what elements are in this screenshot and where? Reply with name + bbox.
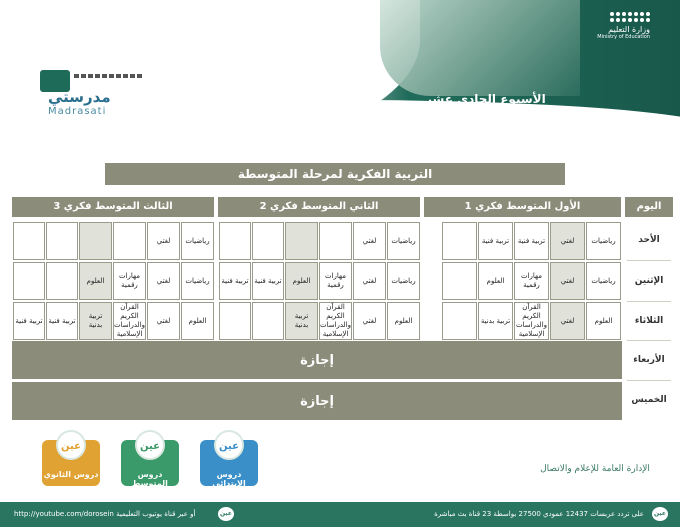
- ministry-dots-icon: [570, 12, 650, 22]
- schedule-cell: [113, 222, 146, 260]
- schedule-cell: العلوم: [79, 262, 112, 300]
- group-header-2: الثاني المتوسط فكري 2: [218, 197, 420, 217]
- logo-text-en: Madrasati: [48, 106, 107, 117]
- schedule-cell: العلوم: [586, 302, 621, 340]
- week-label: [421, 90, 550, 126]
- madrasati-logo: [40, 68, 150, 118]
- group-header-1: الأول المتوسط فكري 1: [424, 197, 621, 217]
- schedule-cell: [46, 222, 78, 260]
- ein-icon: عين: [652, 507, 668, 521]
- header-banner: [0, 0, 680, 150]
- schedule-cell: لغتي: [550, 222, 585, 260]
- term-label: الفصل الثالث 1443هـ: [420, 110, 550, 124]
- day-thursday: الخميس: [625, 381, 673, 419]
- badge-label: دروس المتوسط: [132, 470, 168, 488]
- schedule-cell: مهارات رقمية: [113, 262, 146, 300]
- ein-icon: عين: [214, 430, 244, 460]
- week-number: الأسبوع الحادي عشر: [425, 92, 546, 106]
- schedule-cell: [442, 302, 477, 340]
- day-sunday: الأحد: [625, 220, 673, 260]
- ein-icon: عين: [135, 430, 165, 460]
- schedule-cell: رياضيات: [387, 262, 420, 300]
- schedule-cell: تربية بدنية: [79, 302, 112, 340]
- schedule-cell: [285, 222, 318, 260]
- schedule-cell: تربية بدنية: [285, 302, 318, 340]
- schedule-cell: [319, 222, 352, 260]
- schedule-cell: رياضيات: [181, 262, 214, 300]
- badge-intermediate[interactable]: [121, 440, 179, 486]
- badge-label: دروس الثانوي: [43, 470, 99, 479]
- badge-primary[interactable]: [200, 440, 258, 486]
- schedule-cell: العلوم: [478, 262, 513, 300]
- schedule-cell: تربية بدنية: [478, 302, 513, 340]
- schedule-cell: رياضيات: [586, 222, 621, 260]
- schedule-cell: لغتي: [353, 262, 386, 300]
- schedule-cell: لغتي: [353, 302, 386, 340]
- ministry-name-en: Ministry of Education: [597, 34, 650, 40]
- schedule-cell: لغتي: [550, 302, 585, 340]
- schedule-cell: [13, 222, 45, 260]
- page-title: التربية الفكرية لمرحلة المتوسطة: [105, 163, 565, 185]
- badge-secondary[interactable]: [42, 440, 100, 486]
- schedule-cell: العلوم: [387, 302, 420, 340]
- holiday-wednesday: إجازة: [12, 341, 622, 379]
- schedule-cell: رياضيات: [181, 222, 214, 260]
- schedule-cell: [252, 302, 284, 340]
- footer-bar: [0, 502, 680, 527]
- schedule-cell: تربية فنية: [219, 262, 251, 300]
- header-photo: [380, 0, 580, 96]
- schedule-cell: لغتي: [550, 262, 585, 300]
- schedule-cell: تربية فنية: [514, 222, 549, 260]
- schedule-cell: تربية فنية: [46, 302, 78, 340]
- schedule-cell: لغتي: [147, 302, 180, 340]
- schedule-cell: القرآن الكريم والدراسات الإسلامية: [319, 303, 352, 338]
- group-header-3: الثالث المتوسط فكري 3: [12, 197, 214, 217]
- day-monday: الإثنين: [625, 261, 673, 301]
- madrasati-pixels-icon: [74, 74, 142, 78]
- schedule-cell: القرآن الكريم والدراسات الإسلامية: [113, 303, 146, 338]
- schedule-cell: رياضيات: [387, 222, 420, 260]
- day-column-header: اليوم: [625, 197, 673, 217]
- schedule-cell: رياضيات: [586, 262, 621, 300]
- ein-icon: عين: [218, 507, 234, 521]
- schedule-cell: لغتي: [147, 222, 180, 260]
- schedule-cell: تربية فنية: [478, 222, 513, 260]
- schedule-cell: مهارات رقمية: [514, 262, 549, 300]
- schedule-cell: [442, 262, 477, 300]
- day-tuesday: الثلاثاء: [625, 302, 673, 340]
- ein-icon: عين: [56, 430, 86, 460]
- schedule-cell: [219, 302, 251, 340]
- ministry-name-ar: وزارة التعليم: [608, 25, 650, 34]
- schedule-cell: العلوم: [285, 262, 318, 300]
- logo-text-ar: مدرستي: [48, 88, 111, 106]
- schedule-cell: [219, 222, 251, 260]
- schedule-cell: مهارات رقمية: [319, 262, 352, 300]
- schedule-cell: القرآن الكريم والدراسات الإسلامية: [515, 303, 548, 338]
- schedule-cell: العلوم: [181, 302, 214, 340]
- schedule-cell: [46, 262, 78, 300]
- footer-youtube-link[interactable]: أو عبر قناة يوتيوب التعليمية http://youtube.com/dorosein: [14, 510, 196, 518]
- holiday-thursday: إجازة: [12, 382, 622, 420]
- schedule-cell: [13, 262, 45, 300]
- schedule-cell: لغتي: [353, 222, 386, 260]
- schedule-cell: لغتي: [147, 262, 180, 300]
- footer-broadcast-text: على تردد عربسات 12437 عمودي 27500 بواسطة 23 قناة بث مباشرة: [434, 510, 644, 518]
- schedule-cell: تربية فنية: [13, 302, 45, 340]
- schedule-cell: [252, 222, 284, 260]
- day-wednesday: الأربعاء: [625, 341, 673, 379]
- schedule-cell: [79, 222, 112, 260]
- badge-label: دروس الابتدائي: [212, 470, 246, 488]
- schedule-cell: [442, 222, 477, 260]
- management-logo: الإدارة العامة للإعلام والاتصال: [540, 464, 650, 474]
- ministry-logo: [570, 12, 650, 52]
- schedule-cell: تربية فنية: [252, 262, 284, 300]
